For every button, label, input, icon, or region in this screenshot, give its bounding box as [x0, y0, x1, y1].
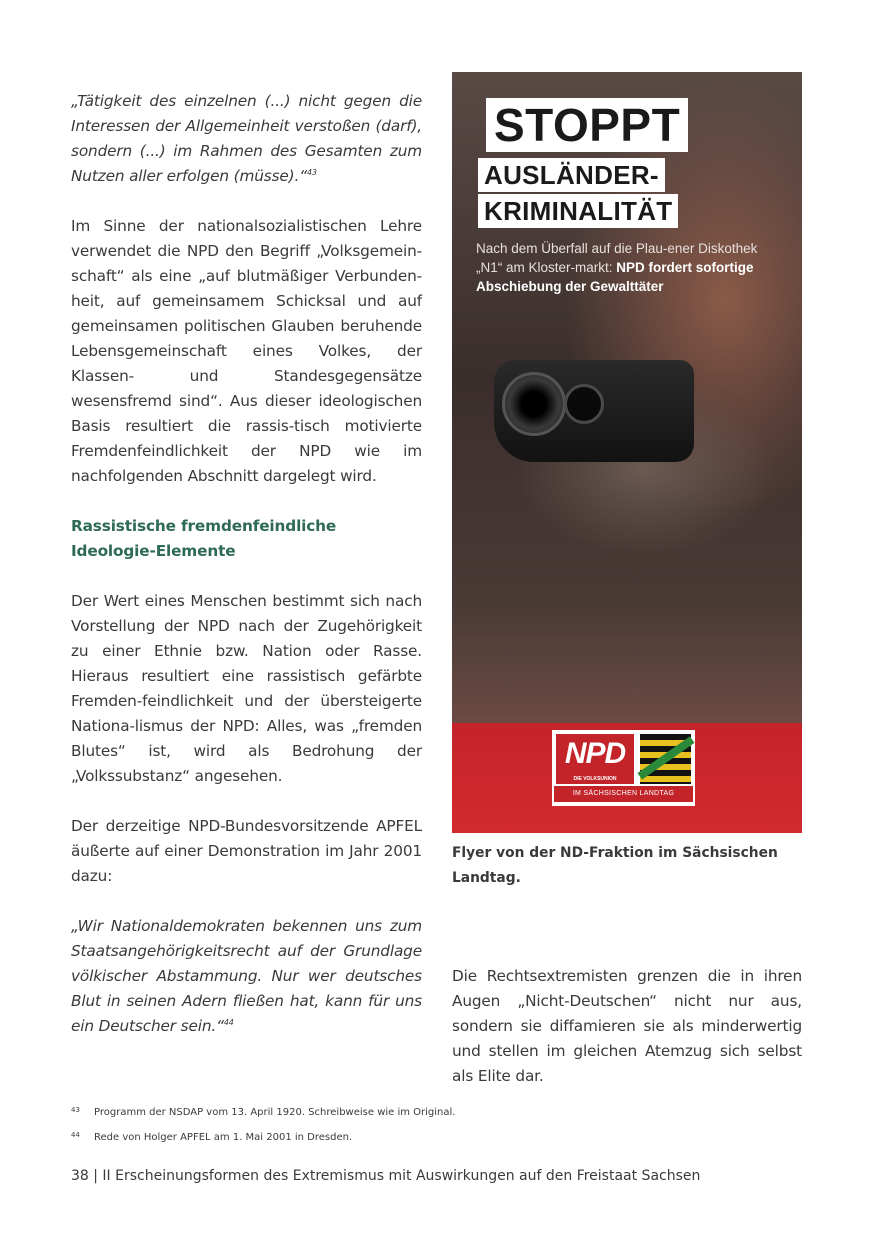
- page-footer: 38 | II Erscheinungsformen des Extremismus mit Auswirkungen auf den Freistaat Sachsen: [71, 1168, 701, 1184]
- footnotes: [71, 1099, 771, 1149]
- pistol-muzzle: [502, 372, 566, 436]
- paragraph-volksgemeinschaft: Im Sinne der nationalsozialistischen Lehre verwendet die NPD den Begriff „Volksgemein-schaft“ als eine „auf blutmäßiger Verbunden-heit, auf gemeinsamem Schicksal und auf gemeinsamen politischen Glauben beruhende Lebensgemeinschaft eines Volkes, der Klassen- und Standesgegensätze wesensfremd sind“. Aus dieser ideologischen Basis resultiert die rassis-tisch motivierte Fremdenfeindlichkeit der NPD wie im nachfolgenden Abschnitt dargelegt wird.: [71, 217, 422, 485]
- paragraph-apfel: Der derzeitige NPD-Bundesvorsitzende APFEL äußerte auf einer Demonstration im Jahr 2001 dazu:: [71, 817, 422, 885]
- saxony-crest-icon: [640, 734, 691, 784]
- flyer-image: [452, 72, 802, 833]
- left-column: [71, 89, 422, 1064]
- quote-nationaldemokraten: „Wir Nationaldemokraten bekennen uns zum Staatsangehörigkeitsrecht auf der Grundlage völkischer Abstammung. Nur wer deutsches Blut in seinen Adern fließen hat, kann für uns ein Deutscher sein.“$^{44}$: [71, 917, 422, 1035]
- footnote: 44 Rede von Holger APFEL am 1. Mai 2001 in Dresden.: [71, 1131, 353, 1143]
- footnote: 43 Programm der NSDAP vom 13. April 1920. Schreibweise wie im Original.: [71, 1106, 456, 1118]
- pistol-muzzle-secondary: [564, 384, 604, 424]
- flyer-subtext: Nach dem Überfall auf die Plau-ener Diskothek „N1“ am Kloster-markt: NPD fordert sofortige Abschiebung der Gewalttäter: [476, 241, 758, 294]
- section-heading: Rassistische fremdenfeindliche Ideologie-Elemente: [71, 517, 337, 560]
- flyer-headline-auslander: AUSLÄNDER-: [478, 158, 665, 192]
- npd-logo-bar: IM SÄCHSISCHEN LANDTAG: [554, 786, 693, 802]
- flyer-headline-kriminalitat: KRIMINALITÄT: [478, 194, 678, 228]
- npd-logo: [552, 730, 695, 806]
- quote-tatigkeit: „Tätigkeit des einzelnen (...) nicht gegen die Interessen der Allgemeinheit verstoßen (darf), sondern (...) im Rahmen des Gesamten zum Nutzen aller erfolgen (müsse).“$^{43}$: [71, 92, 422, 185]
- flyer-headline-stoppt: STOPPT: [486, 98, 688, 152]
- flyer-caption: Flyer von der ND-Fraktion im Sächsischen Landtag.: [452, 845, 778, 886]
- footnote-ref-43[interactable]: 43: [306, 168, 317, 177]
- footnote-ref-44[interactable]: 44: [223, 1018, 234, 1027]
- paragraph-rechtsextremisten: Die Rechtsextremisten grenzen die in ihren Augen „Nicht-Deutschen“ nicht nur aus, sondern sie diffamieren sie als minderwertig und stellen im gleichen Atemzug sich selbst als Elite dar.: [452, 967, 802, 1085]
- npd-logo-mark: NPD DIE VOLKSUNION: [556, 734, 634, 784]
- paragraph-wert-menschen: Der Wert eines Menschen bestimmt sich nach Vorstellung der NPD nach der Zugehörigkeit zu einer Ethnie bzw. Nation oder Rasse. Hieraus resultiert eine rassistisch gefärbte Fremden-feindlichkeit und der übersteigerte Nationa-lismus der NPD: Alles, was „fremden Blutes“ ist, wird als Bedrohung der „Volkssubstanz“ angesehen.: [71, 592, 422, 785]
